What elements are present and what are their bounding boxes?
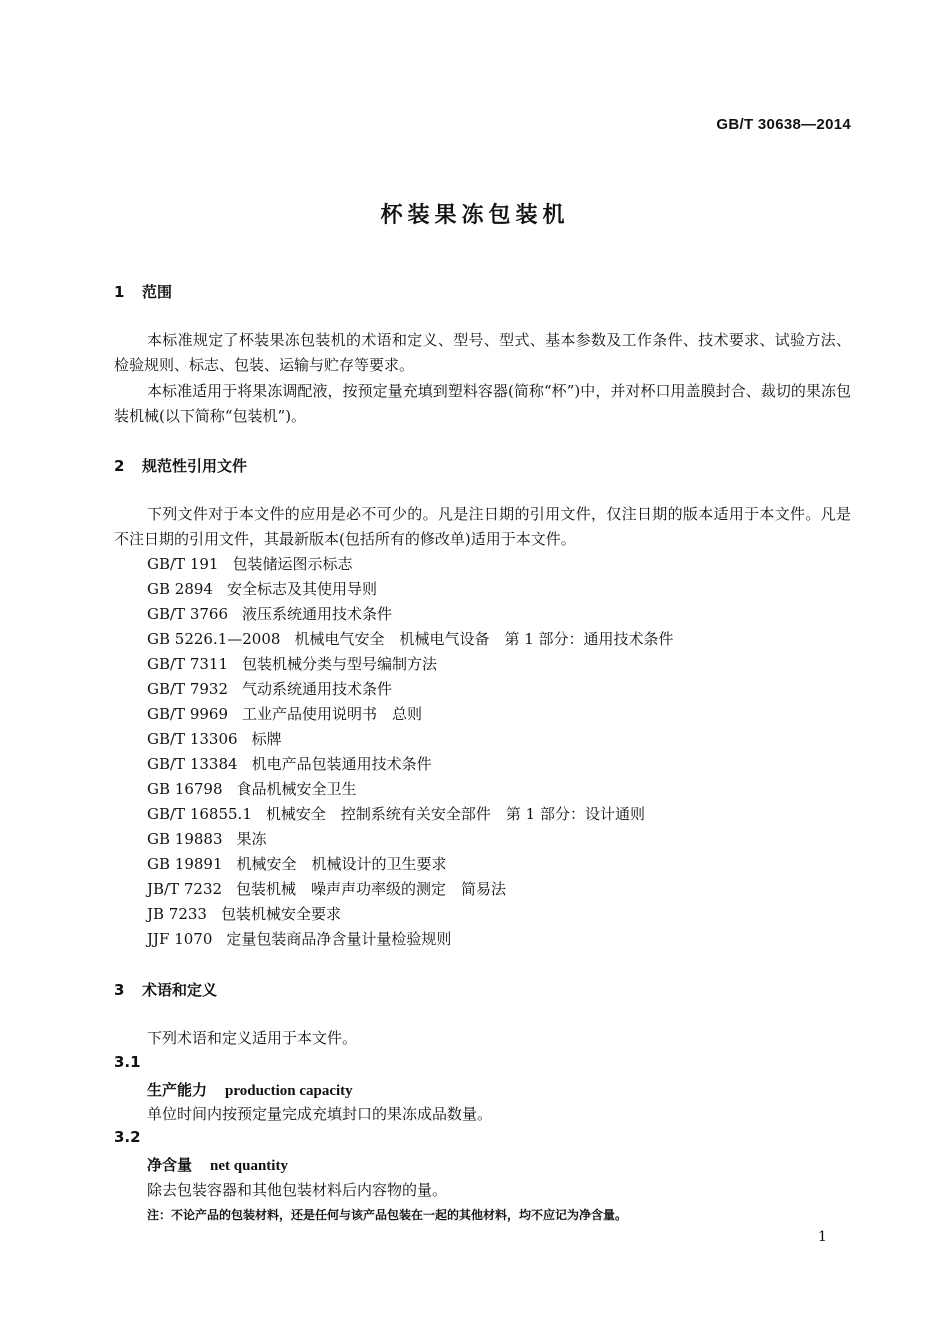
- reference-code: GB/T 13306: [147, 730, 238, 748]
- reference-title: 机械安全 控制系统有关安全部件 第 1 部分：设计通则: [265, 805, 645, 823]
- reference-code: GB 5226.1—2008: [147, 630, 281, 648]
- section-title: 术语和定义: [142, 981, 218, 999]
- document-title: 杯装果冻包装机: [380, 203, 570, 228]
- reference-item: [147, 627, 674, 652]
- term-number: 3.2: [114, 1128, 141, 1146]
- reference-title: 机械电气安全 机械电气设备 第 1 部分：通用技术条件: [294, 630, 674, 648]
- reference-code: GB/T 191: [147, 555, 219, 573]
- reference-item: [147, 777, 674, 802]
- page-number: 1: [818, 1229, 827, 1245]
- reference-code: GB/T 7932: [147, 680, 229, 698]
- term-name: [147, 1154, 288, 1175]
- term-name-en: net quantity: [210, 1158, 288, 1174]
- reference-title: 包装机械分类与型号编制方法: [242, 655, 438, 673]
- reference-item: [147, 927, 674, 952]
- reference-list: [147, 552, 674, 952]
- reference-title: 气动系统通用技术条件: [242, 680, 393, 698]
- normative-intro: 下列文件对于本文件的应用是必不可少的。凡是注日期的引用文件，仅注日期的版本适用于本文件。凡是不注日期的引用文件，其最新版本(包括所有的修改单)适用于本文件。: [114, 505, 851, 548]
- reference-title: 机电产品包装通用技术条件: [251, 755, 432, 773]
- reference-item: [147, 677, 674, 702]
- reference-title: 机械安全 机械设计的卫生要求: [236, 855, 447, 873]
- reference-code: GB/T 7311: [147, 655, 229, 673]
- reference-item: [147, 652, 674, 677]
- section-title: 规范性引用文件: [142, 457, 248, 475]
- reference-title: 包装机械安全要求: [220, 905, 341, 923]
- section-3-heading: [114, 979, 217, 1000]
- reference-code: JB/T 7232: [147, 880, 223, 898]
- reference-title: 安全标志及其使用导则: [226, 580, 377, 598]
- reference-item: [147, 577, 674, 602]
- term-name: [147, 1079, 353, 1100]
- reference-code: GB/T 13384: [147, 755, 238, 773]
- reference-title: 工业产品使用说明书 总则: [242, 705, 423, 723]
- reference-title: 果冻: [236, 830, 267, 848]
- section-number: 1: [114, 283, 125, 301]
- term-definition: 单位时间内按预定量完成充填封口的果冻成品数量。: [147, 1105, 493, 1123]
- scope-paragraph-2: 本标准适用于将果冻调配液，按预定量充填到塑料容器(简称“杯”)中，并对杯口用盖膜封合、裁切的果冻包装机械(以下简称“包装机”)。: [114, 382, 851, 425]
- reference-title: 标牌: [251, 730, 282, 748]
- reference-title: 定量包装商品净含量计量检验规则: [226, 930, 452, 948]
- reference-item: [147, 902, 674, 927]
- section-title: 范围: [142, 283, 173, 301]
- reference-title: 包装储运图示标志: [232, 555, 353, 573]
- scope-paragraph-1: 本标准规定了杯装果冻包装机的术语和定义、型号、型式、基本参数及工作条件、技术要求、试验方法、检验规则、标志、包装、运输与贮存等要求。: [114, 331, 851, 374]
- term-name-cn: 生产能力: [147, 1081, 208, 1099]
- term-note: 注：不论产品的包装材料，还是任何与该产品包装在一起的其他材料，均不应记为净含量。: [147, 1208, 628, 1222]
- term-definition: 除去包装容器和其他包装材料后内容物的量。: [147, 1181, 448, 1199]
- reference-code: GB 2894: [147, 580, 213, 598]
- terms-intro: 下列术语和定义适用于本文件。: [147, 1029, 358, 1047]
- reference-code: GB 19883: [147, 830, 223, 848]
- reference-title: 包装机械 噪声声功率级的测定 简易法: [236, 880, 507, 898]
- section-2-heading: [114, 455, 247, 476]
- reference-title: 食品机械安全卫生: [236, 780, 357, 798]
- reference-code: GB/T 9969: [147, 705, 229, 723]
- reference-code: JJF 1070: [147, 930, 213, 948]
- term-name-cn: 净含量: [147, 1156, 193, 1174]
- reference-code: GB/T 16855.1: [147, 805, 252, 823]
- reference-item: [147, 877, 674, 902]
- reference-item: [147, 852, 674, 877]
- reference-item: [147, 802, 674, 827]
- reference-title: 液压系统通用技术条件: [242, 605, 393, 623]
- section-number: 2: [114, 457, 125, 475]
- reference-code: GB 19891: [147, 855, 223, 873]
- reference-item: [147, 752, 674, 777]
- reference-item: [147, 552, 674, 577]
- reference-code: GB/T 3766: [147, 605, 229, 623]
- reference-item: [147, 827, 674, 852]
- reference-code: JB 7233: [147, 905, 207, 923]
- reference-code: GB 16798: [147, 780, 223, 798]
- term-number: 3.1: [114, 1053, 141, 1071]
- standard-number: GB/T 30638—2014: [716, 116, 851, 133]
- term-name-en: production capacity: [225, 1083, 353, 1099]
- reference-item: [147, 727, 674, 752]
- reference-item: [147, 702, 674, 727]
- section-number: 3: [114, 981, 125, 999]
- section-1-heading: [114, 281, 172, 302]
- reference-item: [147, 602, 674, 627]
